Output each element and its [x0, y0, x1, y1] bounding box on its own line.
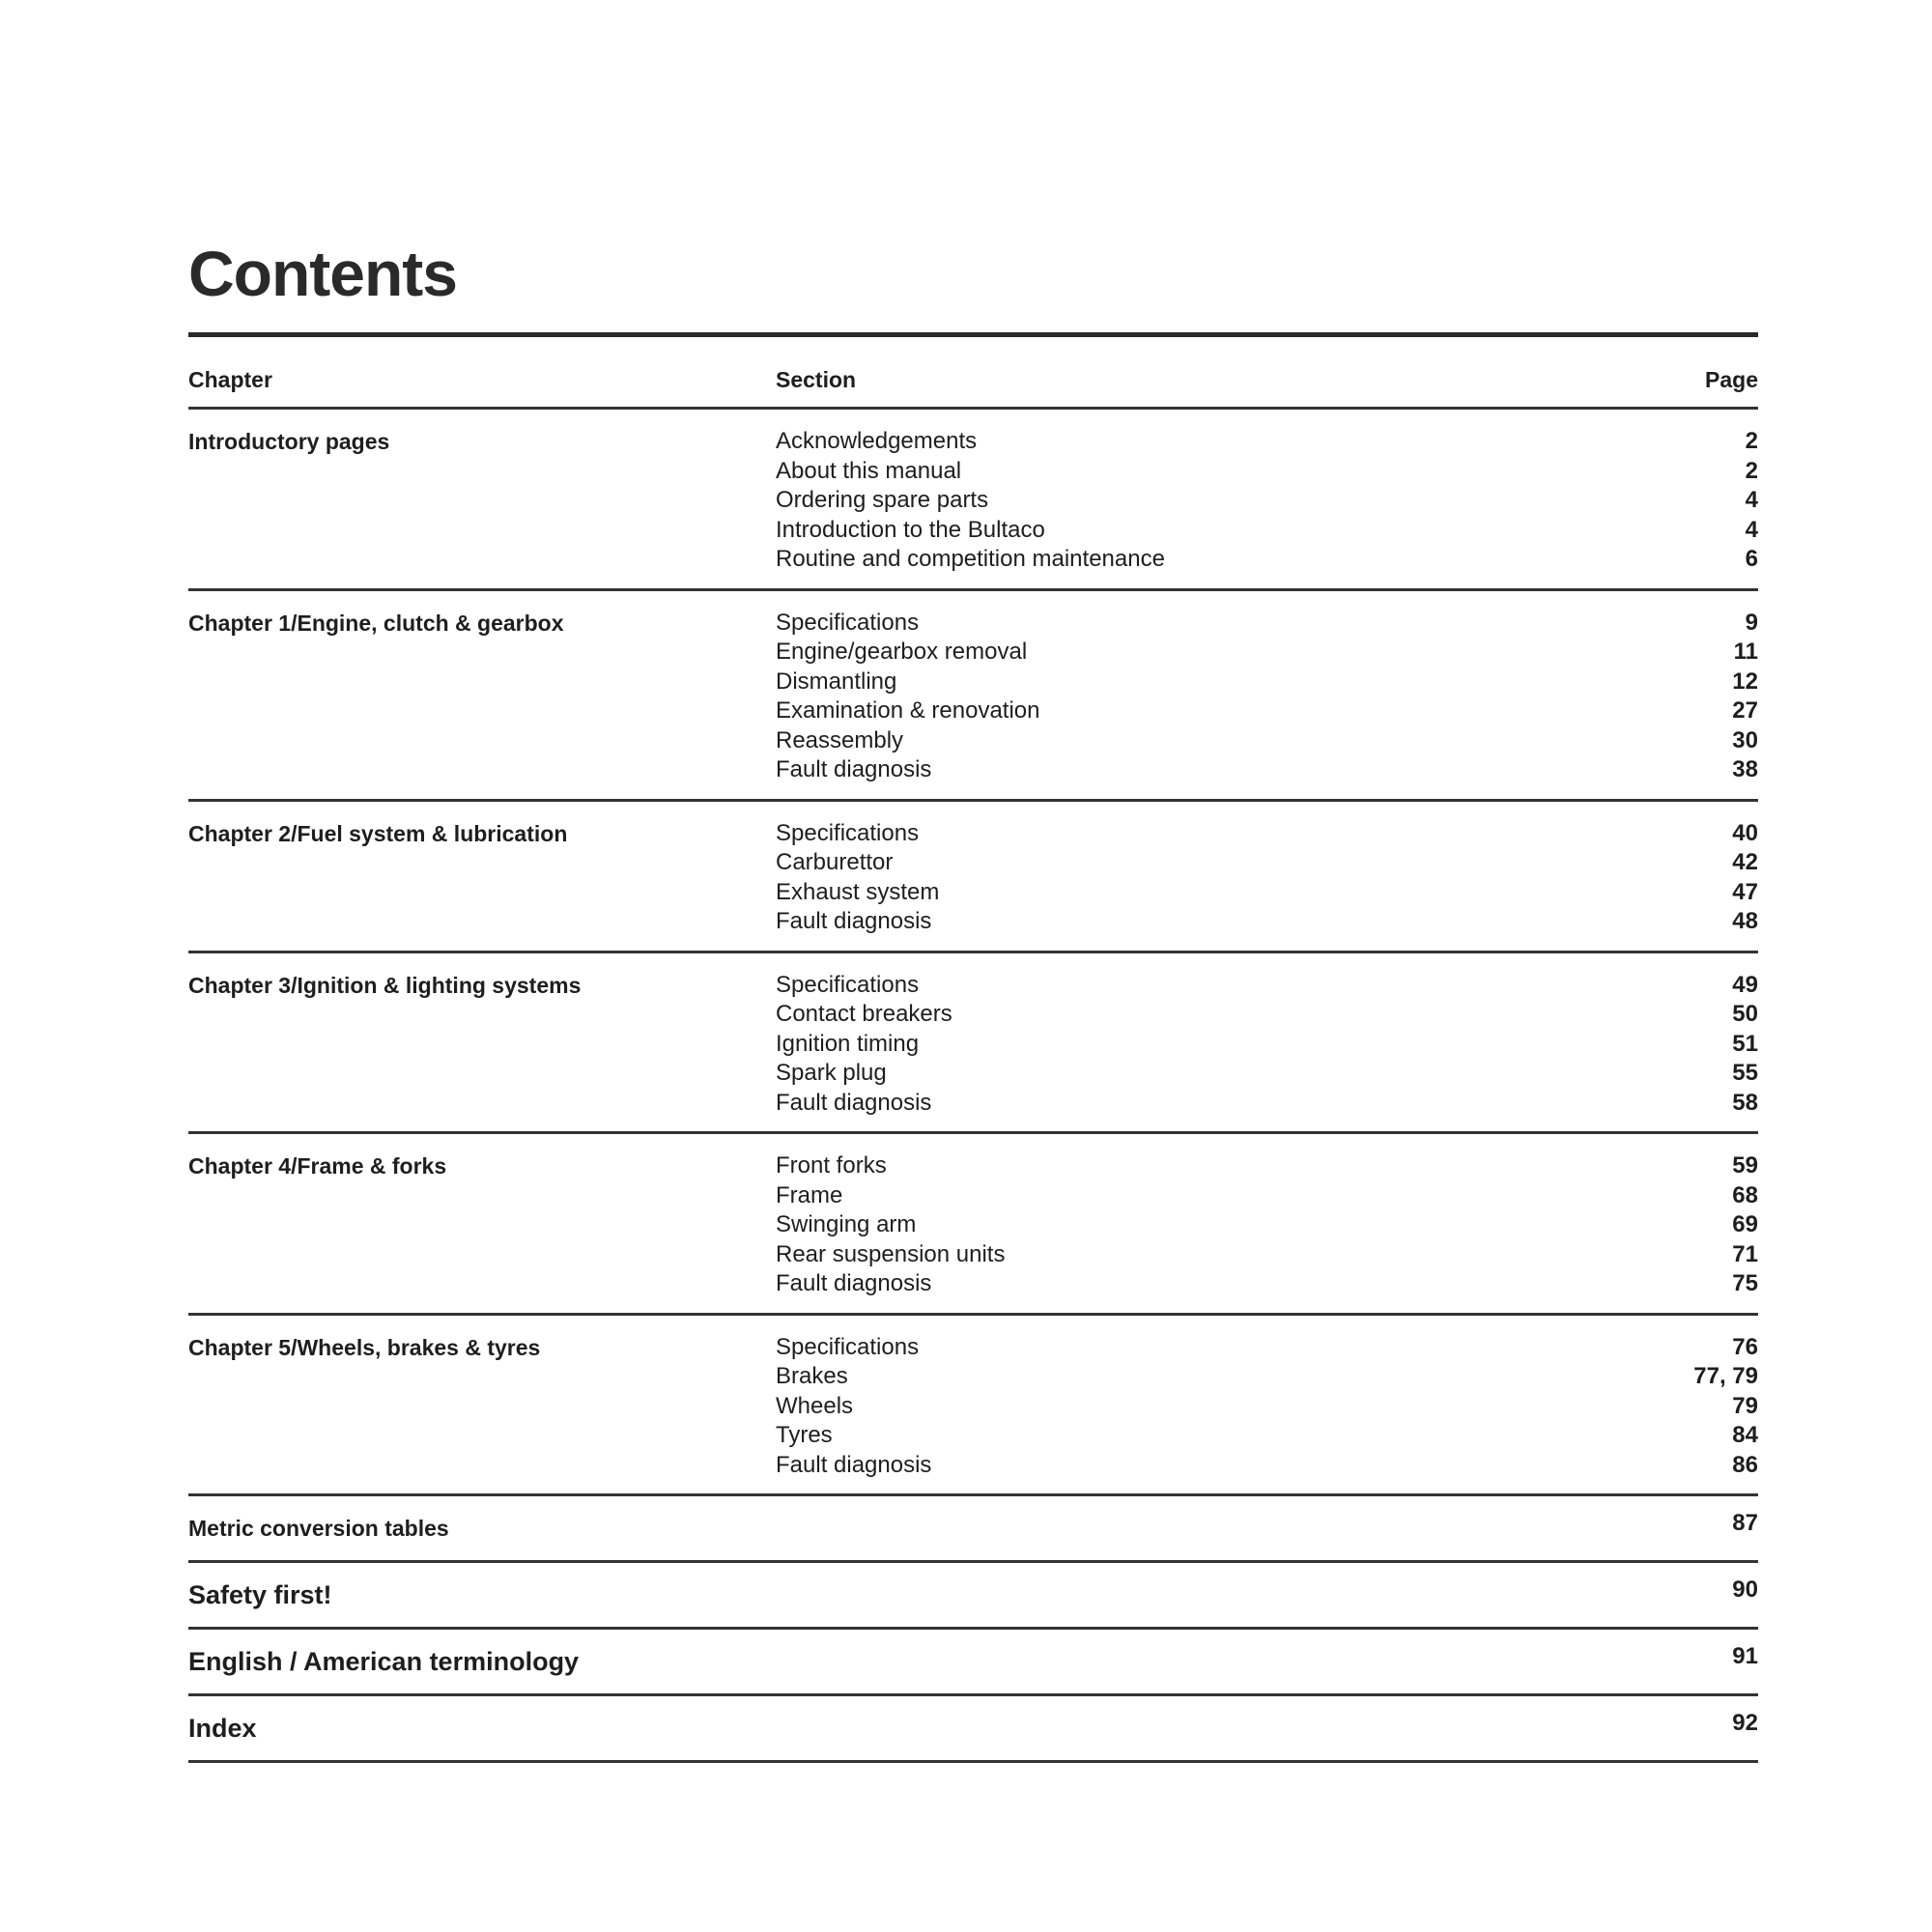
- page-number: 77, 79: [1693, 1363, 1758, 1389]
- page-list: [1633, 609, 1758, 785]
- section-title[interactable]: Contact breakers: [776, 1001, 952, 1027]
- section-title[interactable]: Routine and competition maintenance: [776, 546, 1165, 572]
- page-number: 2: [1745, 428, 1758, 454]
- section-title[interactable]: Ordering spare parts: [776, 487, 989, 513]
- page-number: 4: [1745, 487, 1758, 513]
- page-list: [1633, 427, 1758, 575]
- entry-title[interactable]: Metric conversion tables: [188, 1515, 449, 1541]
- page-list: [1633, 1333, 1758, 1481]
- entry-title[interactable]: Safety first!: [188, 1579, 332, 1609]
- page-number: 4: [1745, 516, 1758, 543]
- section-title[interactable]: Carburettor: [776, 849, 894, 875]
- section-title[interactable]: Acknowledgements: [776, 428, 978, 454]
- page-number: 76: [1732, 1333, 1758, 1360]
- chapter-group: [188, 410, 1758, 588]
- page-number: 75: [1732, 1270, 1758, 1296]
- section-title[interactable]: Specifications: [776, 971, 920, 998]
- section-list: [776, 971, 1633, 1119]
- section-title[interactable]: Reassembly: [776, 726, 904, 753]
- entry-title[interactable]: English / American terminology: [188, 1646, 580, 1676]
- section-title[interactable]: Fault diagnosis: [776, 1451, 932, 1478]
- chapter-title: Chapter 4/Frame & forks: [188, 1153, 447, 1179]
- section-title[interactable]: Fault diagnosis: [776, 1270, 932, 1296]
- chapter-title: Introductory pages: [188, 429, 390, 454]
- chapter-title: Chapter 3/Ignition & lighting systems: [188, 972, 582, 998]
- page-number: 38: [1732, 756, 1758, 782]
- contents-page: [188, 238, 1758, 1763]
- page-number: 58: [1732, 1089, 1758, 1116]
- chapter-title: Chapter 5/Wheels, brakes & tyres: [188, 1334, 541, 1360]
- section-title[interactable]: Front forks: [776, 1152, 887, 1179]
- page-header: Page: [1705, 367, 1758, 392]
- page-list: [1633, 1151, 1758, 1299]
- section-title[interactable]: Fault diagnosis: [776, 1089, 932, 1116]
- page-number: 92: [1732, 1710, 1758, 1736]
- section-title[interactable]: Tyres: [776, 1422, 833, 1448]
- page-number: 50: [1732, 1001, 1758, 1027]
- page-number: 71: [1732, 1240, 1758, 1267]
- section-title[interactable]: Exhaust system: [776, 878, 940, 905]
- section-title[interactable]: Fault diagnosis: [776, 756, 932, 782]
- section-header: Section: [776, 367, 857, 392]
- page-number: 69: [1732, 1211, 1758, 1237]
- page-number: 68: [1732, 1181, 1758, 1208]
- page-number: 9: [1745, 609, 1758, 636]
- section-title[interactable]: Specifications: [776, 609, 920, 636]
- page-number: 47: [1732, 878, 1758, 905]
- section-title[interactable]: Specifications: [776, 819, 920, 846]
- page-list: [1633, 971, 1758, 1119]
- section-title[interactable]: Spark plug: [776, 1060, 887, 1086]
- page-title: Contents: [188, 238, 457, 309]
- section-title[interactable]: Dismantling: [776, 668, 897, 695]
- section-list: [776, 1151, 1633, 1299]
- single-entry: [188, 1630, 1758, 1693]
- page-number: 59: [1732, 1152, 1758, 1179]
- chapter-header: Chapter: [188, 367, 272, 392]
- page-number: 87: [1732, 1510, 1758, 1536]
- section-title[interactable]: Rear suspension units: [776, 1240, 1006, 1267]
- page-number: 84: [1732, 1422, 1758, 1448]
- section-title[interactable]: Specifications: [776, 1333, 920, 1360]
- section-list: [776, 1333, 1633, 1481]
- page-number: 42: [1732, 849, 1758, 875]
- chapter-group: [188, 1316, 1758, 1494]
- chapter-title: Chapter 1/Engine, clutch & gearbox: [188, 610, 564, 636]
- page-number: 90: [1732, 1577, 1758, 1603]
- page-number: 11: [1733, 639, 1758, 665]
- page-number: 55: [1732, 1060, 1758, 1086]
- page-number: 30: [1732, 726, 1758, 753]
- single-entries: [188, 1496, 1758, 1763]
- page-number: 91: [1732, 1643, 1758, 1669]
- page-number: 12: [1732, 668, 1758, 695]
- section-title[interactable]: Brakes: [776, 1363, 848, 1389]
- section-title[interactable]: Frame: [776, 1181, 843, 1208]
- page-number: 40: [1732, 819, 1758, 846]
- section-title[interactable]: Ignition timing: [776, 1030, 920, 1057]
- section-title[interactable]: Swinging arm: [776, 1211, 917, 1237]
- section-title[interactable]: Examination & renovation: [776, 697, 1040, 724]
- page-number: 27: [1732, 697, 1758, 724]
- section-title[interactable]: Fault diagnosis: [776, 908, 932, 934]
- page-number: 49: [1732, 971, 1758, 998]
- divider: [188, 1760, 1758, 1763]
- section-title[interactable]: About this manual: [776, 457, 962, 484]
- page-number: 86: [1732, 1451, 1758, 1478]
- section-list: [776, 609, 1633, 785]
- entry-title[interactable]: Index: [188, 1713, 257, 1743]
- section-list: [776, 427, 1633, 575]
- chapter-group: [188, 802, 1758, 951]
- column-headers: [188, 337, 1758, 407]
- page-number: 51: [1732, 1030, 1758, 1057]
- single-entry: [188, 1496, 1758, 1560]
- page-list: [1633, 819, 1758, 937]
- chapter-group: [188, 1134, 1758, 1313]
- single-entry: [188, 1696, 1758, 1760]
- page-number: 79: [1732, 1392, 1758, 1419]
- chapter-groups: [188, 410, 1758, 1496]
- section-title[interactable]: Introduction to the Bultaco: [776, 516, 1045, 543]
- single-entry: [188, 1563, 1758, 1627]
- section-list: [776, 819, 1633, 937]
- page-number: 6: [1745, 546, 1758, 572]
- chapter-group: [188, 953, 1758, 1132]
- page-number: 48: [1732, 908, 1758, 934]
- page-number: 2: [1745, 457, 1758, 484]
- chapter-group: [188, 591, 1758, 799]
- section-title[interactable]: Wheels: [776, 1392, 854, 1419]
- chapter-title: Chapter 2/Fuel system & lubrication: [188, 820, 568, 846]
- section-title[interactable]: Engine/gearbox removal: [776, 639, 1028, 665]
